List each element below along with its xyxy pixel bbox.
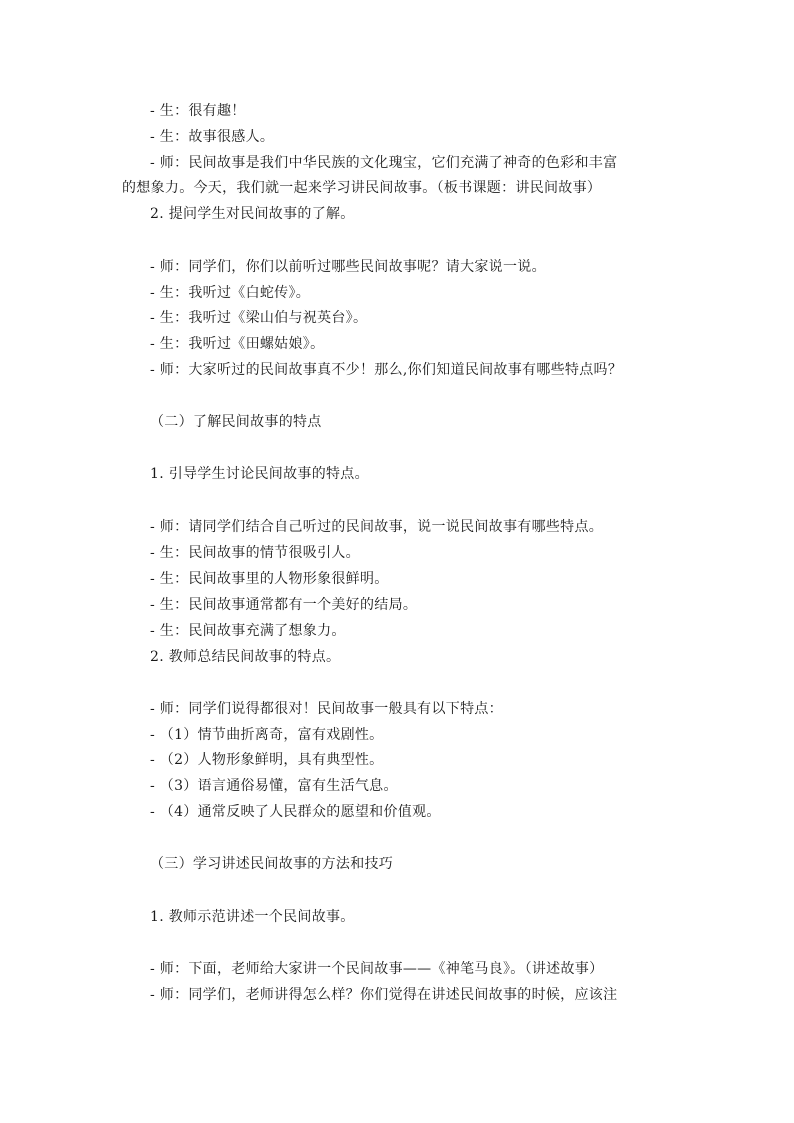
- text-line: - 生：民间故事的情节很吸引人。: [150, 545, 360, 561]
- section-heading: （三）学习讲述民间故事的方法和技巧: [150, 856, 394, 872]
- section-item: 1. 引导学生讨论民间故事的特点。: [150, 466, 369, 482]
- text-line: 的想象力。今天，我们就一起来学习讲民间故事。（板书课题：讲民间故事）: [122, 180, 602, 196]
- text-line: - 生：民间故事通常都有一个美好的结局。: [150, 597, 418, 613]
- text-line: - 生：我听过《白蛇传》。: [150, 285, 311, 301]
- text-line: - 师：同学们说得都很对！民间故事一般具有以下特点：: [150, 701, 503, 717]
- text-line: - （3）语言通俗易懂，富有生活气息。: [150, 778, 398, 794]
- section-item: 1. 教师示范讲述一个民间故事。: [150, 909, 355, 925]
- text-line: - 生：我听过《梁山伯与祝英台》。: [150, 310, 368, 326]
- text-line: - （2）人物形象鲜明，具有典型性。: [150, 752, 384, 768]
- section-item: 2. 教师总结民间故事的特点。: [150, 649, 341, 665]
- text-line: - 师：大家听过的民间故事真不少！那么,你们知道民间故事有哪些特点吗？: [150, 362, 623, 378]
- text-line: - 生：很有趣！: [150, 103, 246, 119]
- text-line: - （1）情节曲折离奇，富有戏剧性。: [150, 727, 384, 743]
- text-line: - 生：故事很感人。: [150, 129, 275, 145]
- text-line: - 师：请同学们结合自己听过的民间故事，说一说民间故事有哪些特点。: [150, 519, 604, 535]
- text-line: - 生：我听过《田螺姑娘》。: [150, 336, 325, 352]
- text-line: - 师：同学们，老师讲得怎么样？你们觉得在讲述民间故事的时候，应该注: [150, 987, 618, 1003]
- section-heading: （二）了解民间故事的特点: [150, 414, 322, 430]
- text-line: - 师：同学们，你们以前听过哪些民间故事呢？请大家说一说。: [150, 259, 546, 275]
- text-line: - 师：下面，老师给大家讲一个民间故事——《神笔马良》。（讲述故事）: [150, 961, 604, 977]
- section-item: 2. 提问学生对民间故事的了解。: [150, 206, 355, 222]
- text-line: - 生：民间故事里的人物形象很鲜明。: [150, 571, 389, 587]
- text-line: - （4）通常反映了人民群众的愿望和价值观。: [150, 804, 441, 820]
- text-line: - 师：民间故事是我们中华民族的文化瑰宝，它们充满了神奇的色彩和丰富: [150, 155, 618, 171]
- text-line: - 生：民间故事充满了想象力。: [150, 623, 346, 639]
